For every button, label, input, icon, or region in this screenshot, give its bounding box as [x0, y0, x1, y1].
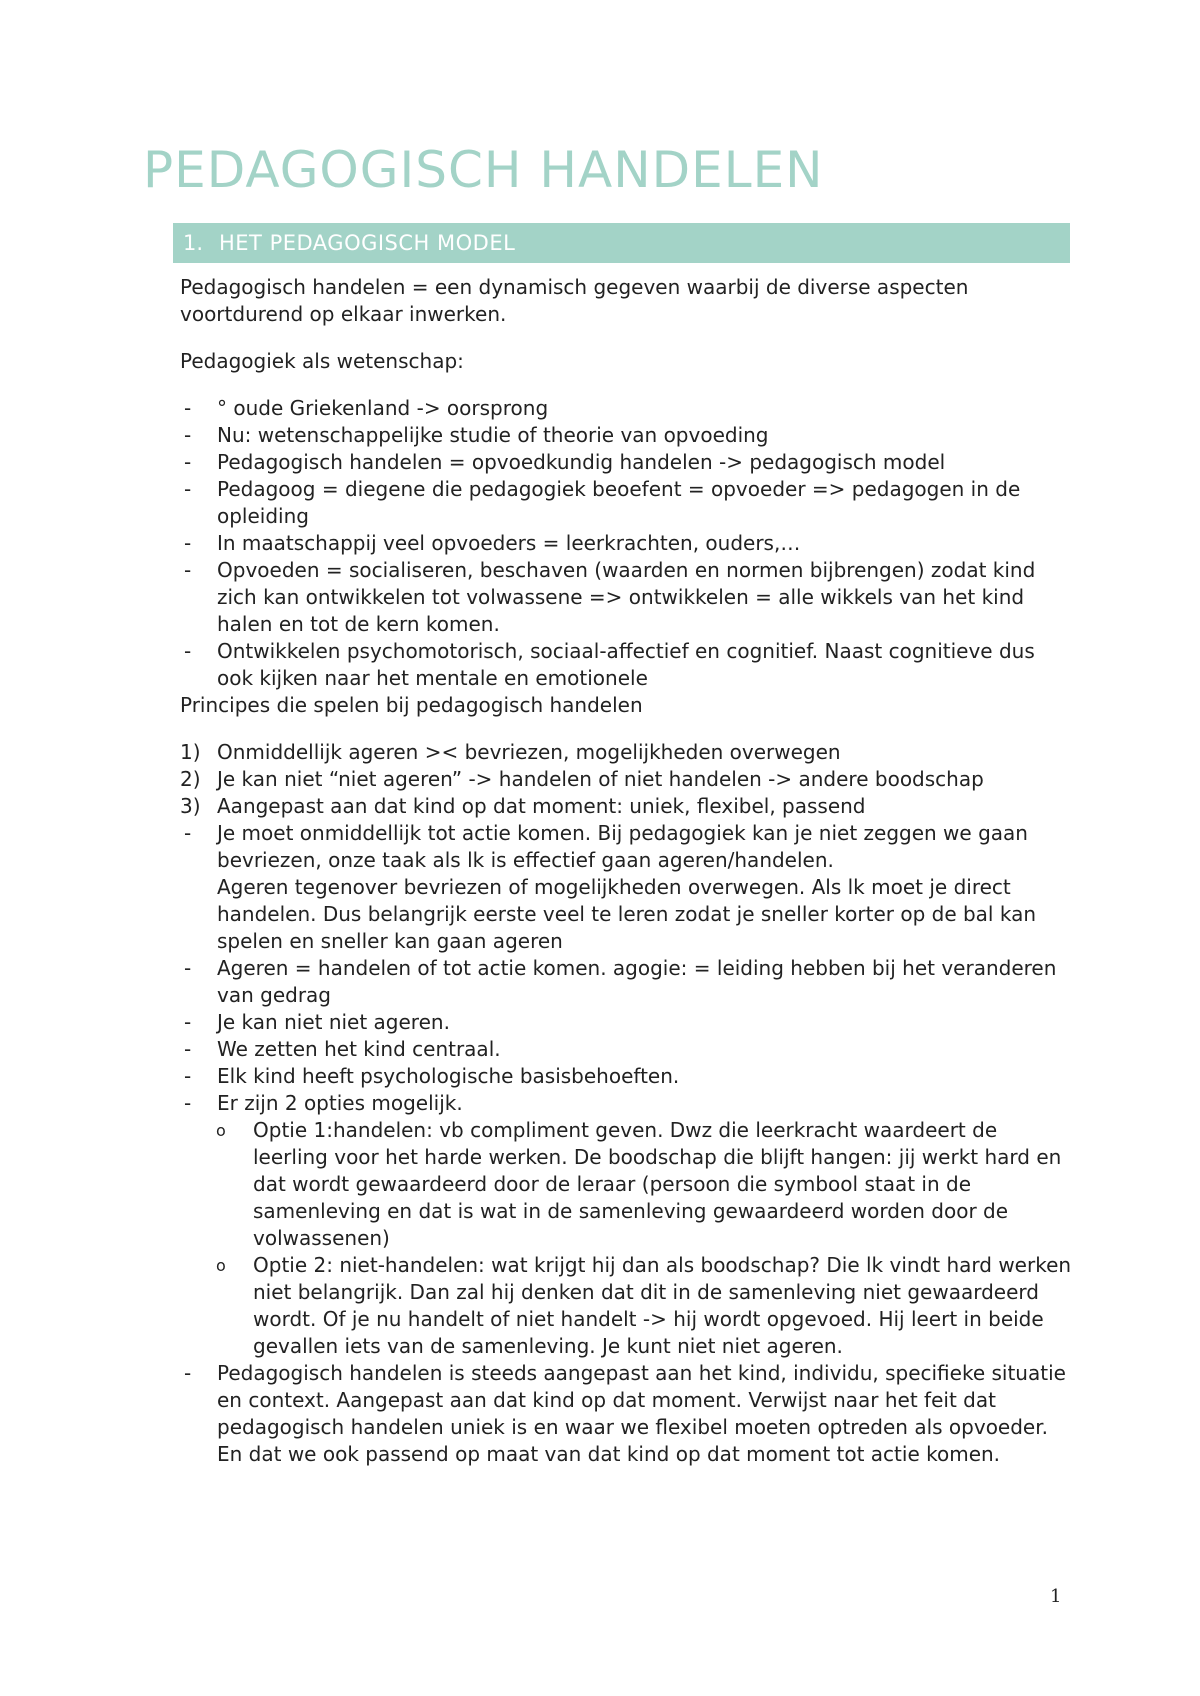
principles-dash-list: [180, 820, 1075, 1117]
list-item: [180, 1090, 1075, 1117]
list-item: [180, 422, 1075, 449]
dash-bullet: -: [184, 558, 192, 582]
dash-bullet: -: [184, 531, 192, 555]
circle-bullet-icon: o: [216, 1121, 226, 1140]
principles-heading: Principes die spelen bij pedagogisch handelen: [180, 693, 643, 717]
list-item: [180, 557, 1075, 638]
list-item: [180, 1063, 1075, 1090]
numbered-item: [180, 766, 1075, 793]
list-item: [180, 476, 1075, 530]
dash-bullet: -: [184, 821, 192, 845]
list-item-text: Opvoeden = socialiseren, beschaven (waarden en normen bijbrengen) zodat kind zich kan ontwikkelen tot volwassene => ontwikkelen = alle wikkels van het kind halen en tot de kern komen.: [217, 558, 1036, 636]
list-item-text: Pedagogisch handelen = opvoedkundig handelen -> pedagogisch model: [217, 450, 946, 474]
list-item-text: Onmiddellijk ageren >< bevriezen, mogelijkheden overwegen: [217, 740, 841, 764]
dash-bullet: -: [184, 1091, 192, 1115]
list-item-text: Nu: wetenschappelijke studie of theorie van opvoeding: [217, 423, 769, 447]
dash-bullet: -: [184, 477, 192, 501]
list-item-text: ° oude Griekenland -> oorsprong: [217, 396, 549, 420]
list-item-text: Aangepast aan dat kind op dat moment: uniek, flexibel, passend: [217, 794, 866, 818]
dash-bullet: -: [184, 1064, 192, 1088]
principles-numbered-list: [180, 739, 1075, 820]
section-heading-bar: [173, 223, 1070, 263]
list-item: [180, 449, 1075, 476]
list-item: [180, 1360, 1075, 1468]
list-item-text: Je kan niet niet ageren.: [217, 1010, 450, 1034]
list-item: [180, 1036, 1075, 1063]
section-heading: HET PEDAGOGISCH MODEL: [219, 231, 516, 255]
sub-list-item-text: Optie 2: niet-handelen: wat krijgt hij dan als boodschap? Die lk vindt hard werken niet belangrijk. Dan zal hij denken dat dit in de samenleving niet gewaardeerd wordt. Of je nu handelt of niet handelt -> hij wordt opgevoed. Hij leert in beide gevallen iets van de samenleving. Je kunt niet niet ageren.: [253, 1253, 1072, 1358]
dash-bullet: -: [184, 450, 192, 474]
numbered-item: [180, 793, 1075, 820]
list-item-text: Ageren = handelen of tot actie komen. agogie: = leiding hebben bij het veranderen van gedrag: [217, 956, 1057, 1007]
list-item: [180, 1009, 1075, 1036]
dash-bullet: -: [184, 1037, 192, 1061]
number-marker: 3): [180, 794, 201, 818]
circle-bullet-icon: o: [216, 1256, 226, 1275]
number-marker: 1): [180, 740, 201, 764]
dash-bullet: -: [184, 423, 192, 447]
final-dash-list: [180, 1360, 1075, 1468]
list-item-text: In maatschappij veel opvoeders = leerkrachten, ouders,…: [217, 531, 801, 555]
number-marker: 2): [180, 767, 201, 791]
list-item-text: Er zijn 2 opties mogelijk.: [217, 1091, 463, 1115]
sub-list-item: [217, 1117, 1075, 1252]
dash-bullet: -: [184, 1010, 192, 1034]
list-item-text: Elk kind heeft psychologische basisbehoeften.: [217, 1064, 680, 1088]
list-item: [180, 820, 1075, 955]
section-number: 1.: [183, 231, 204, 255]
list-item: [180, 955, 1075, 1009]
list-item: [180, 395, 1075, 422]
list-item: [180, 638, 1075, 692]
list-item-continuation: Ageren tegenover bevriezen of mogelijkheden overwegen. Als lk moet je direct handelen. Dus belangrijk eerste veel te leren zodat je sneller korter op de bal kan spelen en sneller kan gaan ageren: [217, 875, 1037, 953]
list-item-text: Pedagoog = diegene die pedagogiek beoefent = opvoeder => pedagogen in de opleiding: [217, 477, 1021, 528]
document-title: PEDAGOGISCH HANDELEN: [143, 141, 824, 199]
numbered-item: [180, 739, 1075, 766]
dash-bullet: -: [184, 1361, 192, 1385]
dash-bullet: -: [184, 639, 192, 663]
list-item-text: Je kan niet “niet ageren” -> handelen of niet handelen -> andere boodschap: [217, 767, 984, 791]
science-heading: Pedagogiek als wetenschap:: [180, 349, 464, 373]
list-item-text: Pedagogisch handelen is steeds aangepast aan het kind, individu, specifieke situatie en context. Aangepast aan dat kind op dat moment. Verwijst naar het feit dat pedagogisch handelen uniek is en waar we flexibel moeten optreden als opvoeder. En dat we ook passend op maat van dat kind op dat moment tot actie komen.: [217, 1361, 1066, 1466]
list-item: [180, 530, 1075, 557]
dash-bullet: -: [184, 956, 192, 980]
sub-list-item-text: Optie 1:handelen: vb compliment geven. Dwz die leerkracht waardeert de leerling voor het harde werken. De boodschap die blijft hangen: jij werkt hard en dat wordt gewaardeerd door de leraar (persoon die symbool staat in de samenleving en dat is wat in de samenleving gewaardeerd worden door de volwassenen): [253, 1118, 1062, 1250]
intro-paragraph: Pedagogisch handelen = een dynamisch gegeven waarbij de diverse aspecten voortdurend op elkaar inwerken.: [180, 275, 969, 326]
science-list: [180, 395, 1075, 692]
sub-list-item: [217, 1252, 1075, 1360]
list-item-text: Je moet onmiddellijk tot actie komen. Bij pedagogiek kan je niet zeggen we gaan bevriezen, onze taak als lk is effectief gaan ageren/handelen.: [217, 821, 1028, 872]
dash-bullet: -: [184, 396, 192, 420]
document-body: [180, 274, 1075, 1468]
page-number: 1: [1050, 1586, 1062, 1607]
list-item-text: Ontwikkelen psychomotorisch, sociaal-affectief en cognitief. Naast cognitieve dus ook kijken naar het mentale en emotionele: [217, 639, 1035, 690]
list-item-text: We zetten het kind centraal.: [217, 1037, 501, 1061]
options-sublist: [217, 1117, 1075, 1360]
